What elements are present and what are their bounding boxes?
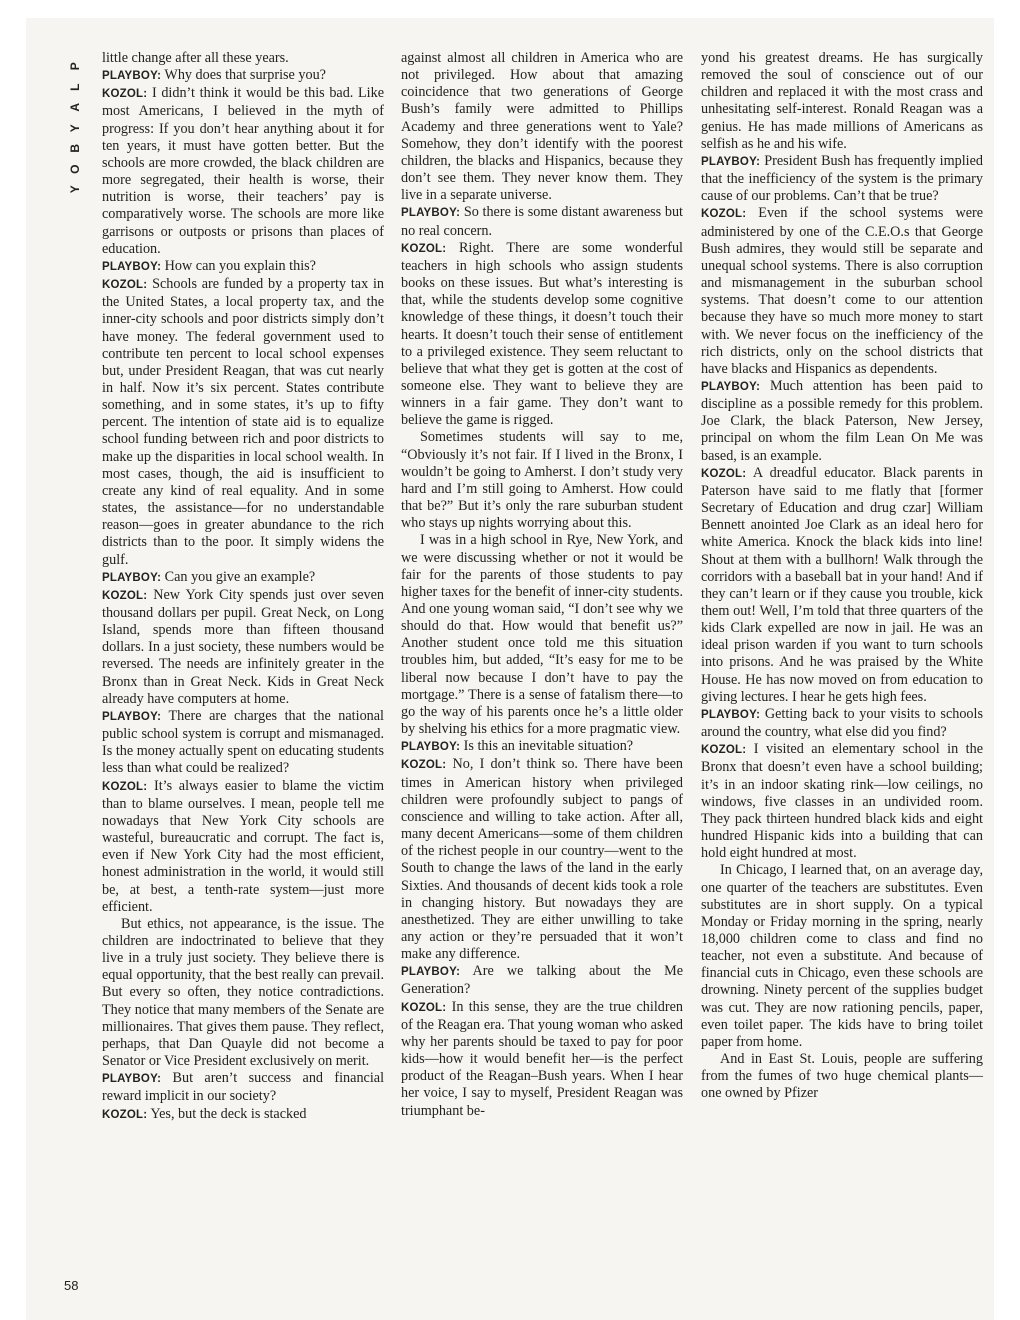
paragraph-text: Schools are funded by a property tax in the United States, a local property tax, and the inner-city schools and poor districts simply don’t have money. The federal government used to contribute ten percent to local school expenses but, under President Reagan, that was cut nearly in half. Now it’s six percent. States contribute something, and in some states, it’s up to fifty percent. The intention of state aid is to equalize school funding between rich and poor districts to make up the disparities in local school wealth. In most cases, though, the aid is insufficient to create any kind of real equality. And in some states, the assistance—for no understandable reason—goes in greater abundance to the rich districts than to the poor. It simply widens the gulf. <box>102 276 384 568</box>
interview-paragraph <box>701 378 983 465</box>
speaker-label: KOZOL: <box>102 589 148 602</box>
interview-paragraph <box>102 569 384 587</box>
interview-paragraph <box>102 1070 384 1105</box>
text-column-2 <box>401 50 683 1120</box>
speaker-label: PLAYBOY: <box>102 571 162 584</box>
paragraph-text: Are we talking about the Me Generation? <box>401 963 684 998</box>
magazine-page <box>26 18 994 1320</box>
speaker-label: KOZOL: <box>401 1001 447 1014</box>
speaker-label: PLAYBOY: <box>401 207 461 220</box>
speaker-label: PLAYBOY: <box>102 1073 162 1086</box>
paragraph-text: In this sense, they are the true children of the Reagan era. That young woman who asked why her parents should be taxed to pay for poor kids—how it would benefit her—is the perfect product of the Reagan–Bush years. When I hear her voice, I say to myself, President Reagan was triumphant be- <box>401 998 683 1119</box>
speaker-label: KOZOL: <box>102 279 148 292</box>
paragraph-text: Getting back to your visits to schools around the country, what else did you find? <box>701 705 983 741</box>
paragraph-text: Why does that surprise you? <box>164 67 326 84</box>
interview-paragraph <box>701 862 983 1051</box>
interview-paragraph <box>102 778 384 916</box>
paragraph-text: So there is some distant awareness but no real concern. <box>401 204 683 239</box>
interview-paragraph <box>102 916 384 1070</box>
magazine-brand-vertical <box>65 56 85 200</box>
interview-paragraph <box>701 50 983 153</box>
paragraph-text: Right. There are some wonderful teachers in high schools who assign students books on these issues. But what’s interesting is that, while the students develop some cognitive knowledge of these things, it doesn’t touch their hearts. It doesn’t touch their sense of entitlement to a privileged existence. They seem reluctant to believe that what they get is gotten at the cost of someone else. They want to believe they are winners in a fair game. They don’t want to believe the game is rigged. <box>401 239 684 429</box>
paragraph-text: A dreadful educator. Black parents in Paterson have said to me flatly that [former Secretary of Education and drug czar] William Bennett anointed Joe Clark as an ideal hero for white America. Knock the black kids into line! Shout at them with a bullhorn! Walk through the corridors with a baseball bat in your hand! And if they can’t learn or if they cause you trouble, kick them out! Well, I’m told that three quarters of the kids Clark expelled are now in jail. He was an ideal prison warden if you want to turn schools into prisons. And he was praised by the White House. He has now moved on from education to giving lectures. I hear he gets high fees. <box>701 464 983 705</box>
paragraph-text: How can you explain this? <box>164 257 316 274</box>
interview-paragraph <box>102 258 384 276</box>
interview-paragraph <box>401 204 683 239</box>
paragraph-text: No, I don’t think so. There have been times in American history when privileged children were profoundly subject to pangs of conscience and willing to take action. After all, many decent Americans—some of them children of the richest people in our country—went to the South to change the laws of the land in the early Sixties. And thousands of decent kids took a role in changing history. But nowadays they are anesthetized. They are either unwilling to take any action or they’re persuaded that it won’t make any difference. <box>401 756 684 963</box>
interview-paragraph <box>401 738 683 756</box>
paragraph-text: against almost all children in America who are not privileged. How about that amazing coincidence that two generations of George Bush’s family were admitted to Phillips Academy and three generations went to Yale? Somehow, they don’t identify with the poorest children, the blacks and Hispanics, because they don’t see them. They never know them. They live in a separate universe. <box>401 50 683 204</box>
interview-paragraph <box>401 240 683 430</box>
interview-paragraph <box>401 999 683 1120</box>
brand-letter: Y <box>67 185 82 194</box>
paragraph-text: In Chicago, I learned that, on an average day, one quarter of the teachers are substitutes. Even substitutes are in short supply. On a typical Monday or Friday morning in the spring, nearly 18,000 children come to class and find no teacher, not even a substitute. And because of financial cuts in Chicago, even these schools are drowning. Ninety percent of the supplies budget was cut. They are now rationing pencils, paper, even toilet paper. The kids have to bring toilet paper from home. <box>701 862 983 1050</box>
interview-paragraph <box>701 465 983 706</box>
speaker-label: KOZOL: <box>701 208 747 221</box>
brand-letter: L <box>67 83 82 91</box>
speaker-label: KOZOL: <box>102 780 148 793</box>
interview-paragraph <box>701 1051 983 1102</box>
paragraph-text: Much attention has been paid to discipline as a possible remedy for this problem. Joe Clark, the black Paterson, New Jersey, principal on whom the film Lean On Me was based, is an example. <box>701 377 983 464</box>
interview-paragraph <box>401 429 683 532</box>
interview-paragraph <box>102 276 384 569</box>
speaker-label: PLAYBOY: <box>102 260 162 273</box>
speaker-label: PLAYBOY: <box>401 741 461 754</box>
paragraph-text: Yes, but the deck is stacked <box>150 1105 307 1122</box>
paragraph-text: And in East St. Louis, people are suffering from the fumes of two huge chemical plants—one owned by Pfizer <box>701 1051 983 1102</box>
paragraph-text: I was in a high school in Rye, New York, and we were discussing whether or not it would be fair for the parents of those students to pay higher taxes for the benefit of inner-city students. And one young woman said, “I don’t see why we should do that. How would that benefit us?” Another student once told me this situation troubles him, but added, “It’s easy for me to be liberal now because I don’t have to pay the mortgage.” There is a sense of fatalism there—to go the way of his parents once he’s a little older by shelving his ethics for a more pragmatic view. <box>401 532 683 738</box>
page-number: 58 <box>64 1278 79 1293</box>
brand-letter: O <box>67 164 82 174</box>
paragraph-text: It’s always easier to blame the victim than to blame ourselves. I mean, people tell me nowadays that New York City schools are wasteful, bureaucratic and corrupt. The fact is, even if New York City had the most efficient, honest administration in the world, it would still be, at best, a tenth-rate system—just more efficient. <box>102 777 385 915</box>
speaker-label: KOZOL: <box>102 88 148 101</box>
speaker-label: PLAYBOY: <box>102 70 162 83</box>
speaker-label: KOZOL: <box>102 1108 148 1121</box>
paragraph-text: President Bush has frequently implied that the inefficiency of the system is the primary cause of our problems. Can’t that be true? <box>701 152 983 205</box>
speaker-label: PLAYBOY: <box>701 155 761 168</box>
paragraph-text: I didn’t think it would be this bad. Like most Americans, I believed in the myth of progress: If you don’t hear anything about it for ten years, it must have gotten better. But the schools are more crowded, the black children are more segregated, their health is worse, their nutrition is worse, their teachers’ pay is comparatively worse. The schools are more like garrisons or outposts or prisons than places of education. <box>102 85 385 257</box>
paragraph-text: But ethics, not appearance, is the issue. The children are indoctrinated to believe that they live in a truly just society. They believe there is equal opportunity, that the best really can prevail. But every so often, they notice contradictions. They notice that many members of the Senate are millionaires. That gives them pause. They reflect, perhaps, that Dan Quayle did not become a Senator or Vice President exclusively on merit. <box>102 915 384 1070</box>
interview-paragraph <box>102 708 384 778</box>
interview-paragraph <box>701 741 983 862</box>
interview-paragraph <box>102 67 384 85</box>
speaker-label: KOZOL: <box>401 242 447 255</box>
brand-letter: B <box>67 143 82 153</box>
speaker-label: PLAYBOY: <box>401 966 461 979</box>
text-column-3 <box>701 50 983 1103</box>
speaker-label: PLAYBOY: <box>701 380 761 393</box>
interview-paragraph <box>102 1106 384 1124</box>
brand-letter: A <box>67 102 82 112</box>
interview-paragraph <box>701 706 983 741</box>
interview-paragraph <box>102 50 384 67</box>
paragraph-text: I visited an elementary school in the Bronx that doesn’t even have a school building; it’s in an indoor skating rink—low ceilings, no windows, five classes in an undivided room. They pack thirteen hundred black kids and eight hundred Hispanic kids into a building that can hold eight hundred at most. <box>701 741 983 862</box>
paragraph-text: New York City spends just over seven thousand dollars per pupil. Great Neck, on Long Island, spends more than fifteen thousand dollars. In a just society, these numbers would be reversed. The needs are infinitely greater in the Bronx than in Great Neck. Kids in Great Neck already have computers at home. <box>102 586 384 707</box>
interview-paragraph <box>401 963 683 998</box>
speaker-label: KOZOL: <box>401 759 447 772</box>
speaker-label: PLAYBOY: <box>102 710 162 723</box>
paragraph-text: Is this an inevitable situation? <box>463 738 634 755</box>
paragraph-text: Even if the school systems were administered by one of the C.E.O.s that George Bush admires, they would still be separate and unequal school systems. There is also corruption and mismanagement in the suburban school systems. That doesn’t come to our attention because they have so much more money to start with. We never focus on the inefficiency of the rich districts, only on the school districts that have blacks and Hispanics as dependents. <box>701 205 984 377</box>
interview-paragraph <box>401 756 683 963</box>
paragraph-text: Sometimes students will say to me, “Obviously it’s not fair. If I lived in the Bronx, I wouldn’t be going to Amherst. I don’t study very hard and I’m still going to Amherst. How could that be?” But it’s only the rare suburban student who stays up nights worrying about this. <box>401 429 683 532</box>
paragraph-text: There are charges that the national public school system is corrupt and mismanaged. Is the money actually spent on educating students less than what could be realized? <box>102 707 384 777</box>
brand-letter: P <box>67 62 82 71</box>
interview-paragraph <box>701 153 983 205</box>
interview-paragraph <box>102 587 384 708</box>
speaker-label: PLAYBOY: <box>701 708 761 721</box>
paragraph-text: yond his greatest dreams. He has surgically removed the soul of conscience out of our children and replaced it with the most crass and unhesitating self-interest. Ronald Reagan was a genius. He has made millions of Americans as selfish as he and his wife. <box>701 50 983 152</box>
interview-paragraph <box>701 205 983 378</box>
interview-paragraph <box>401 532 683 738</box>
interview-paragraph <box>401 50 683 204</box>
paragraph-text: Can you give an example? <box>164 568 316 585</box>
paragraph-text: little change after all these years. <box>102 50 289 66</box>
speaker-label: KOZOL: <box>701 467 747 480</box>
speaker-label: KOZOL: <box>701 744 747 757</box>
interview-paragraph <box>102 85 384 258</box>
text-column-1 <box>102 50 384 1124</box>
brand-letter: Y <box>67 123 82 132</box>
paragraph-text: But aren’t success and financial reward implicit in our society? <box>102 1070 385 1105</box>
